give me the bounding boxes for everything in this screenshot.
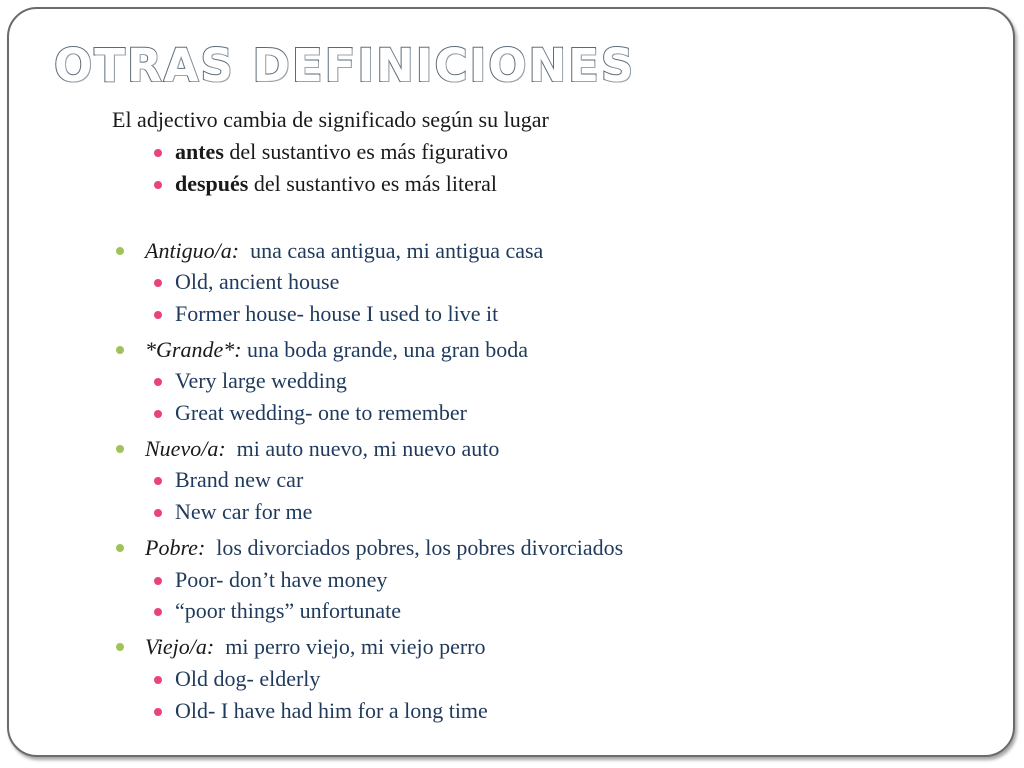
meaning-text: Great wedding- one to remember — [175, 400, 467, 425]
rule-keyword: antes — [175, 139, 224, 164]
example-text: los divorciados pobres, los pobres divorciados — [216, 535, 624, 560]
bullet-icon — [154, 509, 162, 517]
meaning-text: New car for me — [175, 499, 313, 524]
example-text: una casa antigua, mi antigua casa — [250, 238, 544, 263]
definition-entry — [145, 237, 543, 265]
meaning-text: “poor things” unfortunate — [175, 598, 402, 623]
bullet-icon — [154, 577, 162, 585]
bullet-icon — [154, 149, 162, 157]
meaning-item — [175, 665, 320, 693]
bullet-icon — [154, 181, 162, 189]
rule-keyword: después — [175, 171, 249, 196]
slide-title: OTRAS DEFINICIONES — [54, 39, 636, 92]
example-text: mi auto nuevo, mi nuevo auto — [236, 436, 500, 461]
meaning-item — [175, 268, 339, 296]
adjective-word: Nuevo/a — [145, 436, 219, 461]
bullet-icon — [116, 346, 124, 354]
definition-entry — [145, 633, 486, 661]
meaning-text: Very large wedding — [175, 368, 347, 393]
separator: : — [197, 535, 217, 560]
definition-entry — [145, 534, 623, 562]
rule-item — [175, 170, 497, 198]
bullet-icon — [154, 676, 162, 684]
example-text: mi perro viejo, mi viejo perro — [225, 634, 486, 659]
bullet-icon — [116, 247, 124, 255]
rule-text: del sustantivo es más figurativo — [223, 139, 509, 164]
meaning-item — [175, 498, 312, 526]
separator: : — [206, 634, 226, 659]
separator: : — [231, 238, 251, 263]
adjective-word: *Grande*: — [145, 337, 242, 362]
meaning-item — [175, 399, 467, 427]
bullet-icon — [154, 311, 162, 319]
bullet-icon — [154, 608, 162, 616]
meaning-text: Old- I have had him for a long time — [175, 698, 488, 723]
bullet-icon — [116, 643, 124, 651]
meaning-text: Old, ancient house — [175, 269, 340, 294]
bullet-icon — [154, 378, 162, 386]
rule-text: del sustantivo es más literal — [248, 171, 498, 196]
rule-item — [175, 138, 508, 166]
example-text: una boda grande, una gran boda — [247, 337, 529, 362]
bullet-icon — [154, 708, 162, 716]
bullet-icon — [116, 544, 124, 552]
meaning-text: Former house- house I used to live it — [175, 301, 499, 326]
meaning-text: Old dog- elderly — [175, 666, 321, 691]
intro-text: El adjectivo cambia de significado según su lugar — [112, 107, 549, 132]
meaning-text: Poor- don’t have money — [175, 567, 388, 592]
definition-entry — [145, 336, 528, 364]
bullet-icon — [154, 410, 162, 418]
bullet-icon — [154, 279, 162, 287]
adjective-word: Viejo/a — [145, 634, 207, 659]
definition-entry — [145, 435, 499, 463]
meaning-item — [175, 697, 488, 725]
adjective-word: Antiguo/a — [145, 238, 232, 263]
bullet-icon — [154, 477, 162, 485]
meaning-item — [175, 597, 401, 625]
meaning-text: Brand new car — [175, 467, 304, 492]
meaning-item — [175, 566, 387, 594]
meaning-item — [175, 367, 347, 395]
bullet-icon — [116, 445, 124, 453]
adjective-word: Pobre — [145, 535, 198, 560]
meaning-item — [175, 300, 498, 328]
separator: : — [218, 436, 237, 461]
meaning-item — [175, 466, 303, 494]
